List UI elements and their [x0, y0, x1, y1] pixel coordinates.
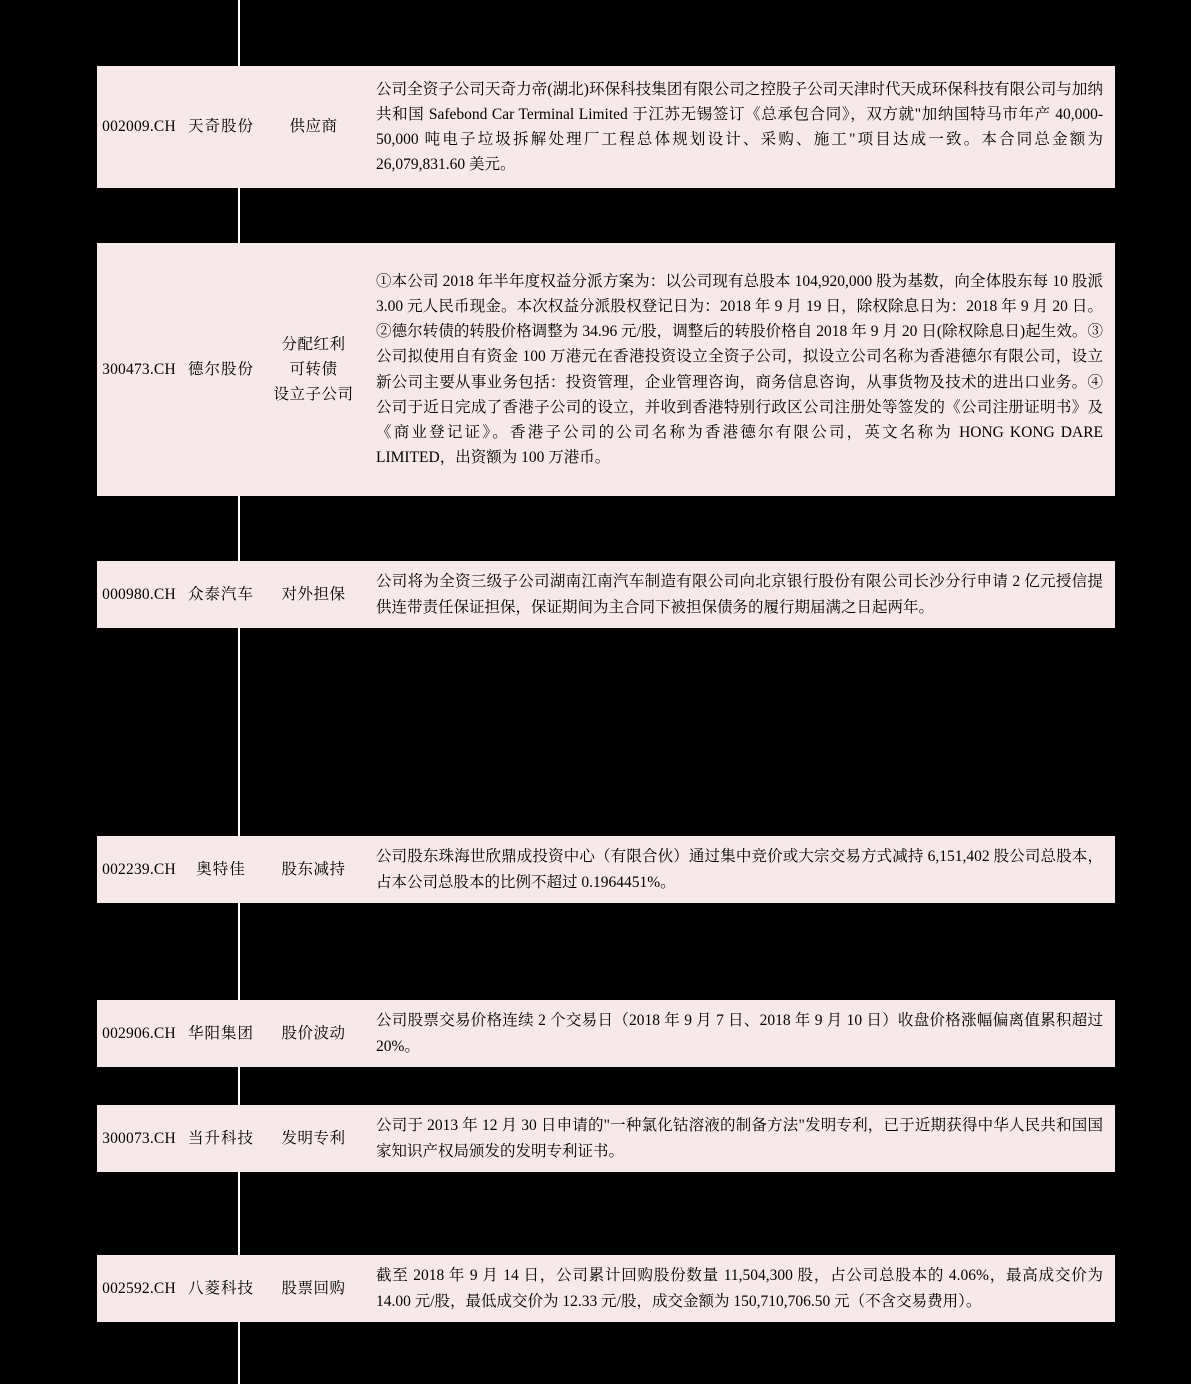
event-type-line: 股东减持	[281, 860, 346, 878]
cell-company-name: 华阳集团	[181, 1000, 261, 1067]
cell-stock-code: 002592.CH	[97, 1255, 181, 1322]
event-type-line: 供应商	[289, 118, 338, 136]
event-type-line: 发明专利	[281, 1129, 346, 1147]
cell-event-type	[261, 836, 366, 903]
event-type-line: 股价波动	[281, 1024, 346, 1042]
event-type-line: 对外担保	[281, 585, 346, 603]
cell-description	[366, 1000, 1115, 1067]
cell-company-name: 德尔股份	[181, 243, 261, 496]
cell-company-name: 当升科技	[181, 1105, 261, 1172]
cell-description	[366, 836, 1115, 903]
cell-stock-code: 300473.CH	[97, 243, 181, 496]
description-text: 公司股东珠海世欣鼎成投资中心（有限合伙）通过集中竞价或大宗交易方式减持 6,151,402 股公司总股本，占本公司总股本的比例不超过 0.1964451%。	[376, 848, 1103, 891]
cell-description	[366, 1105, 1115, 1172]
cell-description	[366, 561, 1115, 628]
table-row	[97, 1000, 1115, 1067]
cell-event-type	[261, 561, 366, 628]
table-row	[97, 243, 1115, 496]
cell-event-type	[261, 1000, 366, 1067]
cell-company-name: 奥特佳	[181, 836, 261, 903]
event-type-line: 可转债	[289, 360, 338, 378]
table-row	[97, 836, 1115, 903]
table-row	[97, 1105, 1115, 1172]
cell-event-type	[261, 1105, 366, 1172]
description-text: ①本公司 2018 年半年度权益分派方案为：以公司现有总股本 104,920,000 股为基数，向全体股东每 10 股派 3.00 元人民币现金。本次权益分派股权登记日为：2018 年 9 月 19 日，除权除息日为：2018 年 9 月 20 日。②德尔转债的转股价格调整为 34.96 元/股，调整后的转股价格自 2018 年 9 月 20 日(除权除息日)起生效。③公司拟使用自有资金 100 万港元在香港投资设立全资子公司，拟设立公司名称为香港德尔有限公司，设立新公司主要从事业务包括：投资管理，企业管理咨询，商务信息咨询，从事货物及技术的进出口业务。④公司于近日完成了香港子公司的设立，并收到香港特别行政区公司注册处等签发的《公司注册证明书》及《商业登记证》。香港子公司的公司名称为香港德尔有限公司，英文名称为 HONG KONG DARE LIMITED，出资额为 100 万港币。	[376, 273, 1103, 466]
event-type-line: 股票回购	[281, 1279, 346, 1297]
table-row	[97, 561, 1115, 628]
cell-event-type	[261, 243, 366, 496]
cell-event-type	[261, 66, 366, 188]
description-text: 截至 2018 年 9 月 14 日，公司累计回购股份数量 11,504,300 股，占公司总股本的 4.06%，最高成交价为 14.00 元/股，最低成交价为 12.33 元/股，成交金额为 150,710,706.50 元（不含交易费用）。	[376, 1267, 1103, 1310]
cell-description	[366, 243, 1115, 496]
vertical-rule	[238, 0, 240, 1384]
cell-stock-code: 000980.CH	[97, 561, 181, 628]
description-text: 公司于 2013 年 12 月 30 日申请的"一种氯化钴溶液的制备方法"发明专利，已于近期获得中华人民共和国国家知识产权局颁发的发明专利证书。	[376, 1117, 1103, 1160]
cell-stock-code: 002239.CH	[97, 836, 181, 903]
description-text: 公司股票交易价格连续 2 个交易日（2018 年 9 月 7 日、2018 年 9 月 10 日）收盘价格涨幅偏离值累积超过 20%。	[376, 1012, 1103, 1055]
cell-description	[366, 66, 1115, 188]
cell-company-name: 众泰汽车	[181, 561, 261, 628]
table-row	[97, 66, 1115, 188]
cell-stock-code: 002009.CH	[97, 66, 181, 188]
cell-stock-code: 300073.CH	[97, 1105, 181, 1172]
cell-event-type	[261, 1255, 366, 1322]
description-text: 公司全资子公司天奇力帝(湖北)环保科技集团有限公司之控股子公司天津时代天成环保科技有限公司与加纳共和国 Safebond Car Terminal Limited 于江苏无锡签订《总承包合同》，双方就"加纳国特马市年产 40,000-50,000 吨电子垃圾拆解处理厂工程总体规划设计、采购、施工"项目达成一致。本合同总金额为 26,079,831.60 美元。	[376, 80, 1103, 174]
cell-company-name: 八菱科技	[181, 1255, 261, 1322]
cell-stock-code: 002906.CH	[97, 1000, 181, 1067]
event-type-line: 设立子公司	[273, 386, 354, 404]
cell-company-name: 天奇股份	[181, 66, 261, 188]
cell-description	[366, 1255, 1115, 1322]
event-type-line: 分配红利	[281, 335, 346, 353]
description-text: 公司将为全资三级子公司湖南江南汽车制造有限公司向北京银行股份有限公司长沙分行申请 2 亿元授信提供连带责任保证担保，保证期间为主合同下被担保债务的履行期届满之日起两年。	[376, 573, 1103, 616]
table-row	[97, 1255, 1115, 1322]
